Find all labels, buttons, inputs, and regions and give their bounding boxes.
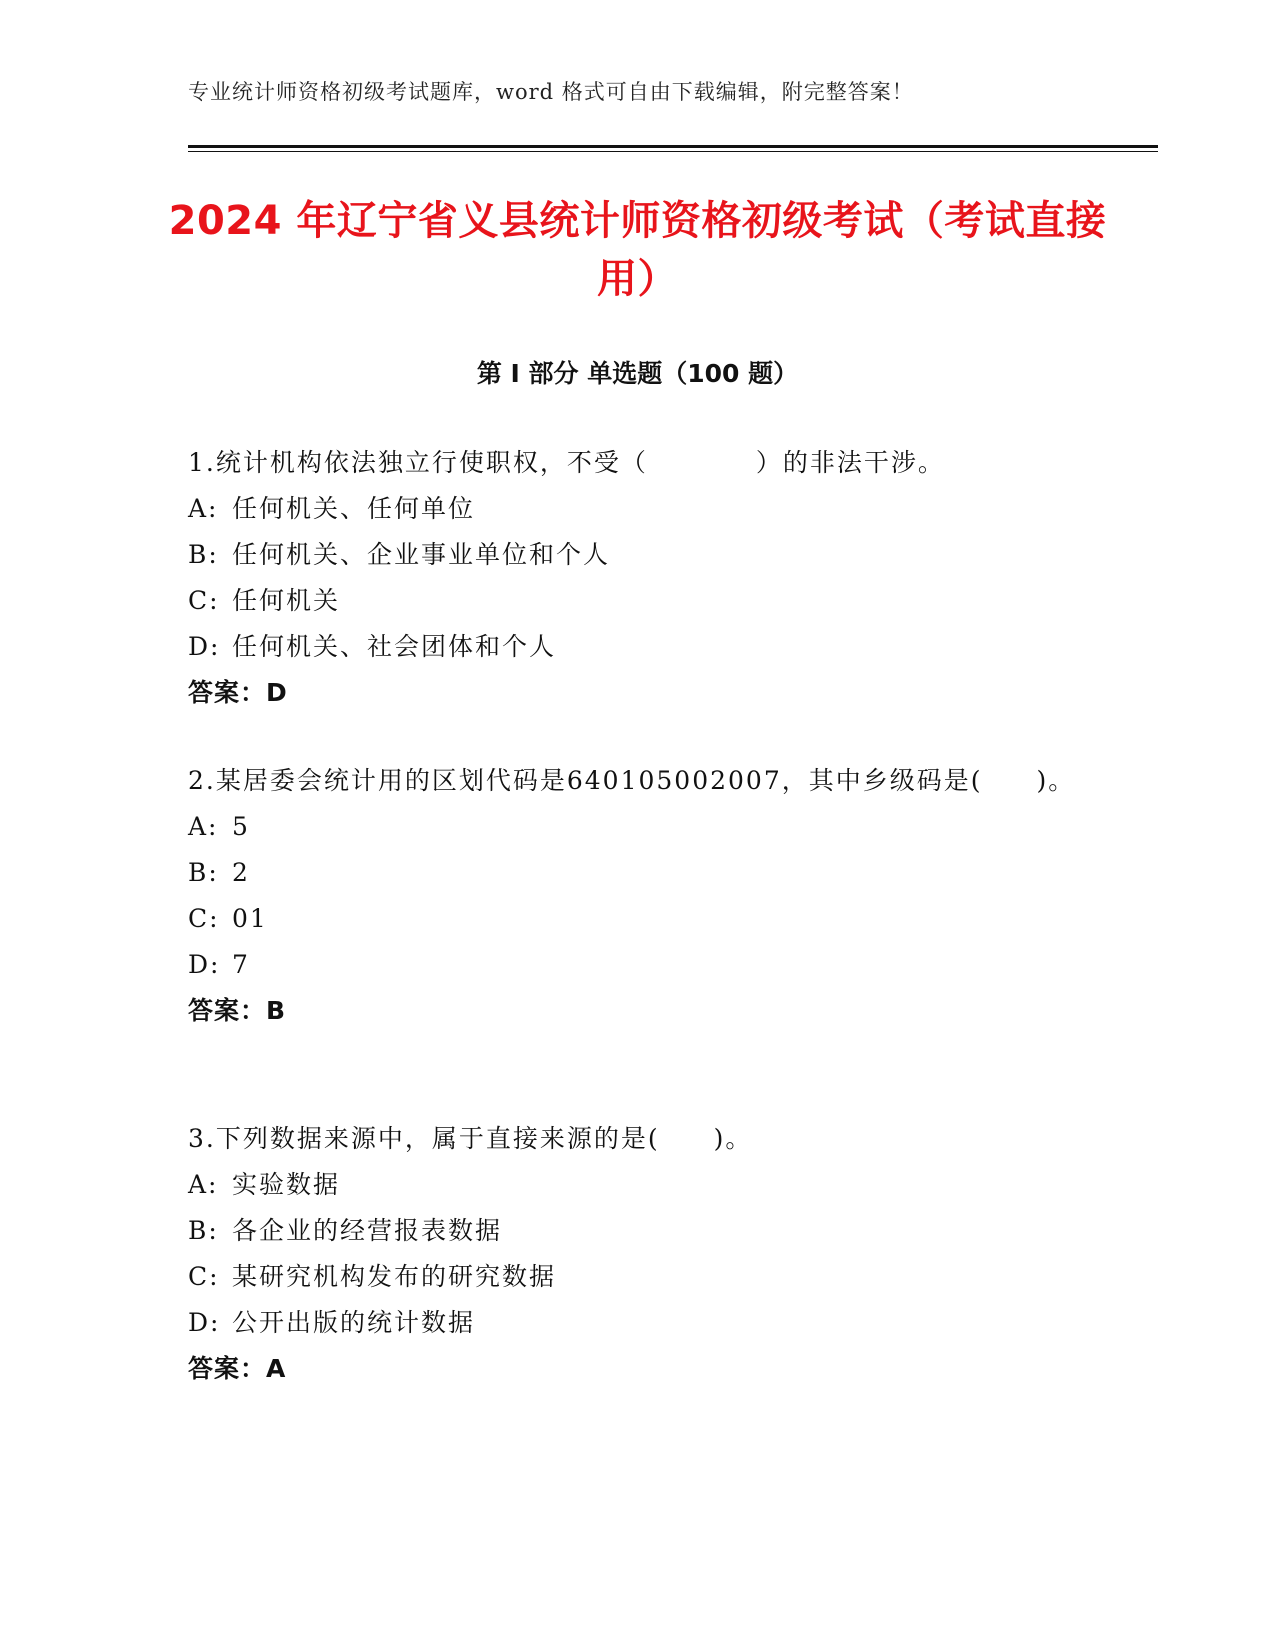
option-letter: B: bbox=[188, 540, 219, 569]
option-text: 任何机关、任何单位 bbox=[232, 494, 476, 523]
option-text: 5 bbox=[232, 812, 250, 841]
answer-line: 答案：B bbox=[188, 996, 287, 1025]
option-letter: A: bbox=[188, 494, 219, 523]
header-note: 专业统计师资格初级考试题库，word 格式可自由下载编辑，附完整答案！ bbox=[188, 80, 914, 104]
option-d bbox=[188, 942, 1088, 988]
option-text: 任何机关、社会团体和个人 bbox=[232, 632, 557, 661]
option-c bbox=[188, 578, 1088, 624]
option-text: 公开出版的统计数据 bbox=[232, 1308, 476, 1337]
option-text: 7 bbox=[232, 950, 250, 979]
option-a bbox=[188, 1162, 1088, 1208]
option-b bbox=[188, 532, 1088, 578]
option-text: 某研究机构发布的研究数据 bbox=[232, 1262, 557, 1291]
header-rule-thick bbox=[188, 145, 1158, 148]
option-c bbox=[188, 1254, 1088, 1300]
option-text: 01 bbox=[232, 904, 268, 933]
section-title: 第 I 部分 单选题（100 题） bbox=[476, 359, 799, 388]
option-letter: B: bbox=[188, 858, 219, 887]
question-3 bbox=[188, 1116, 1088, 1392]
option-d bbox=[188, 1300, 1088, 1346]
option-a bbox=[188, 486, 1088, 532]
option-text: 各企业的经营报表数据 bbox=[232, 1216, 503, 1245]
option-b bbox=[188, 1208, 1088, 1254]
option-letter: C: bbox=[188, 904, 220, 933]
question-text: 2.某居委会统计用的区划代码是640105002007，其中乡级码是( )。 bbox=[188, 766, 1076, 795]
option-text: 任何机关 bbox=[232, 586, 341, 615]
option-letter: D: bbox=[188, 1308, 221, 1337]
question-text: 3.下列数据来源中，属于直接来源的是( )。 bbox=[188, 1124, 753, 1153]
option-letter: B: bbox=[188, 1216, 219, 1245]
answer-line: 答案：A bbox=[188, 1354, 287, 1383]
option-letter: A: bbox=[188, 1170, 219, 1199]
option-d bbox=[188, 624, 1088, 670]
option-text: 2 bbox=[232, 858, 250, 887]
option-b bbox=[188, 850, 1088, 896]
option-letter: D: bbox=[188, 632, 221, 661]
answer-line: 答案：D bbox=[188, 678, 288, 707]
option-letter: D: bbox=[188, 950, 221, 979]
question-1 bbox=[188, 440, 1088, 716]
option-c bbox=[188, 896, 1088, 942]
question-2 bbox=[188, 758, 1088, 1034]
option-a bbox=[188, 804, 1088, 850]
option-text: 任何机关、企业事业单位和个人 bbox=[232, 540, 611, 569]
option-letter: C: bbox=[188, 586, 220, 615]
option-letter: C: bbox=[188, 1262, 220, 1291]
option-letter: A: bbox=[188, 812, 219, 841]
header-rule-thin bbox=[188, 151, 1158, 152]
option-text: 实验数据 bbox=[232, 1170, 341, 1199]
question-text: 1.统计机构依法独立行使职权，不受（ ）的非法干涉。 bbox=[188, 448, 945, 477]
document-title: 2024 年辽宁省义县统计师资格初级考试（考试直接用） bbox=[168, 198, 1107, 302]
